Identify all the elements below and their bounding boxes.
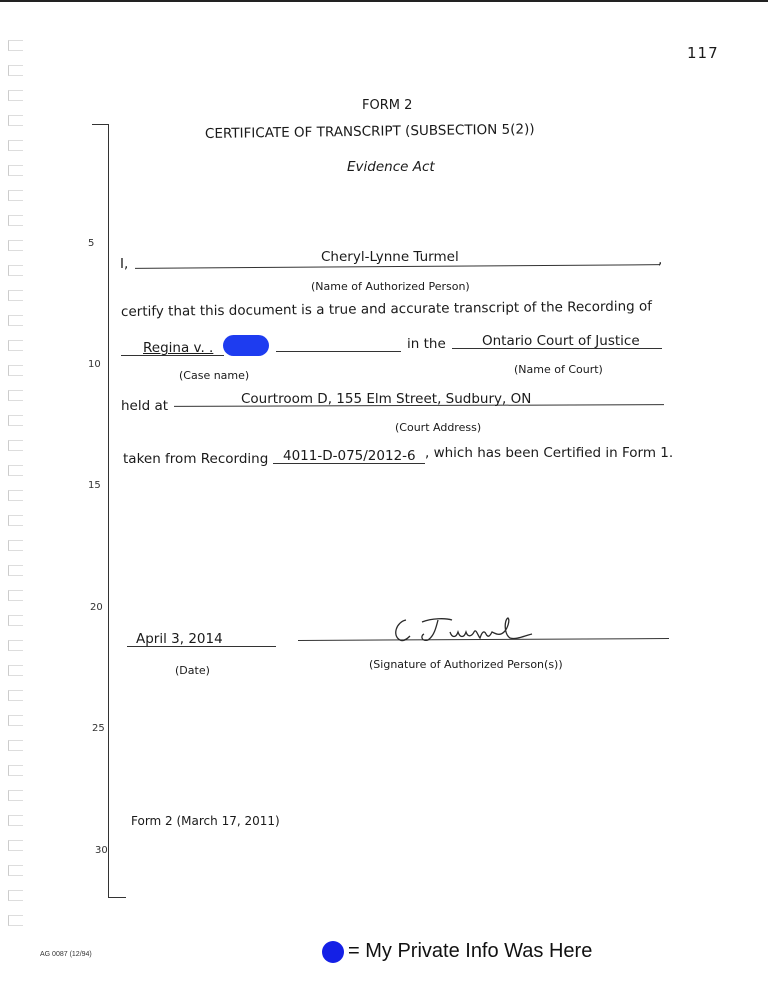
binder-hole-mark (8, 40, 23, 51)
redaction-blot (223, 335, 269, 356)
line-number: 5 (88, 238, 95, 249)
authorized-person-caption: (Name of Authorized Person) (311, 280, 470, 293)
binder-hole-mark (8, 390, 23, 401)
page-number: 117 (687, 44, 719, 62)
signature-caption: (Signature of Authorized Person(s)) (369, 658, 563, 671)
binder-hole-mark (8, 165, 23, 176)
ag-code: AG 0087 (12/94) (40, 951, 92, 958)
binder-hole-mark (8, 140, 23, 151)
court-name: Ontario Court of Justice (482, 333, 640, 349)
line-number: 25 (92, 723, 105, 734)
binder-hole-mark (8, 190, 23, 201)
binder-hole-mark (8, 490, 23, 501)
binder-hole-mark (8, 115, 23, 126)
certify-statement: certify that this document is a true and accurate transcript of the Recording of (120, 298, 653, 320)
binder-hole-mark (8, 790, 23, 801)
binder-hole-mark (8, 840, 23, 851)
case-name: Regina v. . (143, 340, 214, 356)
binder-hole-mark (8, 690, 23, 701)
court-name-caption: (Name of Court) (514, 363, 603, 376)
date-value: April 3, 2014 (136, 631, 223, 647)
binder-hole-mark (8, 415, 23, 426)
line-number: 20 (90, 602, 103, 613)
recording-suffix: , which has been Certified in Form 1. (425, 445, 674, 461)
binder-hole-mark (8, 640, 23, 651)
margin-bracket-bottom (108, 897, 126, 898)
binder-hole-mark (8, 540, 23, 551)
binder-hole-mark (8, 515, 23, 526)
binder-hole-mark (8, 440, 23, 451)
binder-hole-mark (8, 565, 23, 576)
line-number: 30 (95, 845, 108, 856)
authorized-person-prefix: I, (120, 256, 129, 272)
certificate-title: CERTIFICATE OF TRANSCRIPT (SUBSECTION 5(2)) (204, 121, 535, 142)
recording-number: 4011-D-075/2012-6 (283, 448, 416, 464)
binder-hole-mark (8, 315, 23, 326)
margin-line (108, 124, 109, 898)
binder-hole-mark (8, 265, 23, 276)
binder-hole-mark (8, 290, 23, 301)
binder-hole-mark (8, 215, 23, 226)
form-footer: Form 2 (March 17, 2011) (131, 814, 280, 828)
recording-prefix: taken from Recording (123, 451, 269, 467)
authorized-person-suffix: , (658, 252, 663, 268)
binder-hole-mark (8, 740, 23, 751)
handwritten-signature (392, 614, 542, 648)
held-at-label: held at (121, 398, 169, 414)
form-label: FORM 2 (362, 98, 413, 113)
case-name-rule-extension (276, 351, 401, 352)
binder-hole-mark (8, 665, 23, 676)
binder-hole-mark (8, 365, 23, 376)
binder-hole-mark (8, 90, 23, 101)
binder-hole-mark (8, 340, 23, 351)
binder-hole-mark (8, 615, 23, 626)
act-title: Evidence Act (347, 159, 435, 175)
binder-hole-mark (8, 890, 23, 901)
margin-bracket-top (92, 124, 109, 125)
line-number: 15 (88, 480, 101, 491)
in-the-label: in the (407, 336, 446, 352)
binder-hole-mark (8, 765, 23, 776)
redaction-legend-dot (322, 941, 344, 963)
binder-hole-mark (8, 465, 23, 476)
redaction-legend-text: = My Private Info Was Here (348, 940, 593, 962)
binder-hole-mark (8, 715, 23, 726)
binder-hole-mark (8, 240, 23, 251)
line-number: 10 (88, 359, 101, 370)
binder-hole-mark (8, 815, 23, 826)
authorized-person-name: Cheryl-Lynne Turmel (321, 249, 459, 265)
court-address: Courtroom D, 155 Elm Street, Sudbury, ON (241, 391, 532, 407)
date-caption: (Date) (175, 664, 210, 677)
court-address-caption: (Court Address) (395, 421, 482, 434)
binder-hole-mark (8, 65, 23, 76)
case-name-caption: (Case name) (179, 369, 250, 382)
binder-hole-mark (8, 915, 23, 926)
binder-hole-mark (8, 590, 23, 601)
page-top-border (0, 0, 768, 2)
binder-hole-mark (8, 865, 23, 876)
